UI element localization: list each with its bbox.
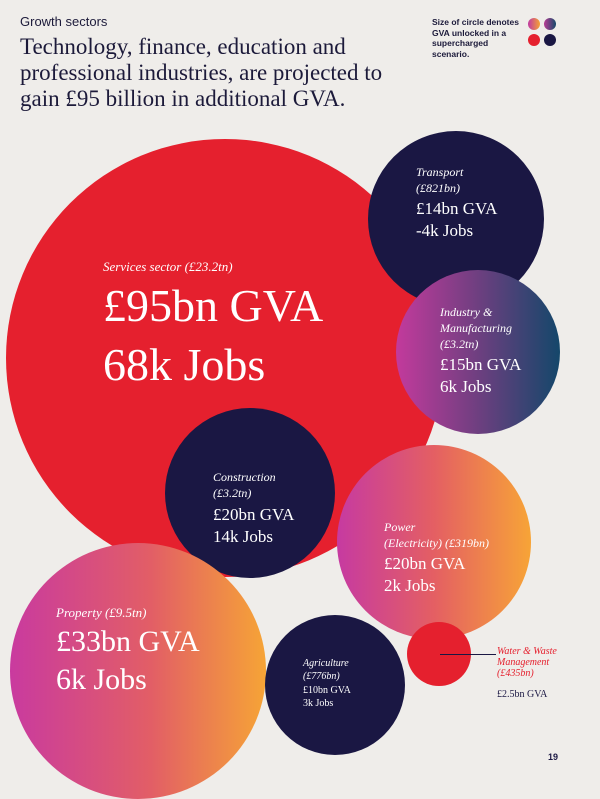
legend-dot-gradient-orange (528, 18, 540, 30)
legend-text: Size of circle denotes GVA unlocked in a supercharged scenario. (432, 17, 519, 59)
industry-label: Industry & (440, 305, 493, 319)
services-jobs: 68k Jobs (103, 339, 266, 390)
agriculture-value: (£776bn) (303, 671, 340, 682)
services-label: Services sector (£23.2tn) (103, 259, 233, 274)
water-label-line-1: Water & Waste (497, 646, 557, 657)
water-gva: £2.5bn GVA (497, 689, 548, 700)
water-leader-line (440, 654, 496, 655)
power-label: Power (384, 520, 416, 534)
industry-bubble (396, 270, 560, 434)
legend-dot-navy (544, 34, 556, 46)
legend-dot-red (528, 34, 540, 46)
legend-dots (528, 18, 558, 48)
construction-gva: £20bn GVA (213, 505, 295, 524)
water-label (497, 646, 557, 679)
agriculture-jobs: 3k Jobs (303, 698, 334, 709)
industry-jobs: 6k Jobs (440, 377, 492, 396)
transport-value: (£821bn) (416, 181, 460, 195)
property-gva: £33bn GVA (56, 625, 200, 658)
transport-label: Transport (416, 165, 464, 179)
services-gva: £95bn GVA (103, 280, 324, 331)
property-label: Property (£9.5tn) (56, 605, 147, 620)
power-jobs: 2k Jobs (384, 576, 436, 595)
section-label: Growth sectors (20, 14, 108, 29)
industry-gva: £15bn GVA (440, 355, 522, 374)
page-headline: Technology, finance, education and professional industries, are projected to gain £95 billion in additional GVA. (20, 34, 383, 111)
water-label-line-2: Management (497, 657, 550, 668)
legend-dot-gradient-teal (544, 18, 556, 30)
power-gva: £20bn GVA (384, 554, 466, 573)
construction-value: (£3.2tn) (213, 486, 252, 500)
construction-label: Construction (213, 470, 276, 484)
industry-value: (£3.2tn) (440, 337, 479, 351)
agriculture-label: Agriculture (303, 658, 349, 669)
property-jobs: 6k Jobs (56, 663, 147, 696)
page-number: 19 (548, 752, 559, 762)
construction-jobs: 14k Jobs (213, 527, 273, 546)
transport-jobs: -4k Jobs (416, 221, 474, 240)
agriculture-gva: £10bn GVA (303, 685, 351, 696)
power-value: (Electricity) (£319bn) (384, 536, 489, 550)
water-label-line-3: (£435bn) (497, 668, 534, 679)
industry-label-2: Manufacturing (440, 321, 512, 335)
transport-gva: £14bn GVA (416, 199, 498, 218)
